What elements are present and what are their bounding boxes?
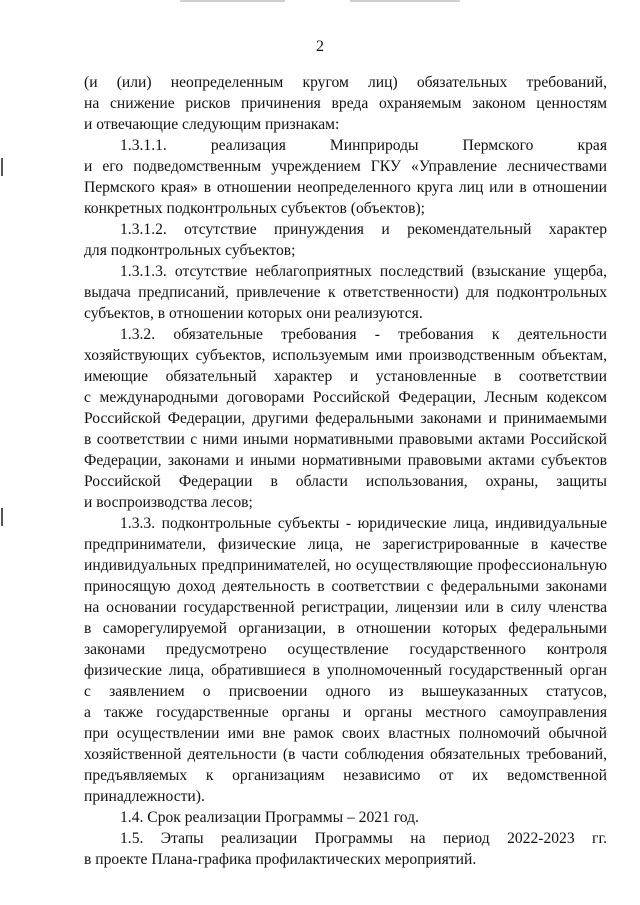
text-line: законами предусмотрено осуществление государственного контроля [84, 641, 607, 658]
text-line: 1.3.1.2. отсутствие принуждения и рекомендательный характер [120, 221, 607, 238]
text-line: для подконтрольных субъектов; [84, 242, 296, 259]
text-line: и воспроизводства лесов; [84, 494, 253, 511]
text-line: Федерации, законами и иными нормативными правовыми актами субъектов [84, 452, 607, 469]
text-line: предъявляемых к организациям независимо от их ведомственной [84, 767, 607, 784]
text-line: Пермского края» в отношении неопределенного круга лиц или в отношении [84, 179, 607, 196]
text-line: 1.3.2. обязательные требования - требования к деятельности [120, 326, 607, 343]
text-line: предприниматели, физические лица, не зарегистрированные в качестве [84, 536, 607, 553]
text-line: имеющие обязательный характер и установленные в соответствии [84, 368, 607, 385]
text-line: а также государственные органы и органы местного самоуправления [84, 704, 607, 721]
scan-top-rule [350, 0, 460, 2]
text-line: приносящую доход деятельность в соответствии с федеральными законами [84, 578, 607, 595]
text-line: физические лица, обратившиеся в уполномоченный государственный орган [84, 662, 607, 679]
text-line: Российской Федерации, другими федеральными законами и принимаемыми [84, 410, 607, 427]
text-line: при осуществлении ими вне рамок своих властных полномочий обычной [84, 725, 607, 742]
text-line: принадлежности). [84, 788, 205, 805]
text-line: с заявлением о присвоении одного из вышеуказанных статусов, [84, 683, 607, 700]
scan-edge-mark [1, 158, 3, 176]
page-number: 2 [316, 38, 324, 55]
text-line: выдача предписаний, привлечение к ответственности) для подконтрольных [84, 284, 607, 301]
text-line: (и (или) неопределенным кругом лиц) обязательных требований, [84, 74, 607, 91]
text-line: 1.3.3. подконтрольные субъекты - юридические лица, индивидуальные [120, 515, 607, 532]
text-line: 1.4. Срок реализации Программы – 2021 год. [120, 809, 419, 826]
text-line: с международными договорами Российской Федерации, Лесным кодексом [84, 389, 607, 406]
text-line: 1.3.1.3. отсутствие неблагоприятных последствий (взыскание ущерба, [120, 263, 607, 280]
text-line: в саморегулируемой организации, в отношении которых федеральными [84, 620, 607, 637]
text-line: индивидуальных предпринимателей, но осуществляющие профессиональную [84, 557, 607, 574]
scan-edge-mark [1, 508, 3, 526]
text-line: 1.3.1.1. реализация Минприроды Пермского края [120, 137, 607, 154]
text-line: и его подведомственным учреждением ГКУ «Управление лесничествами [84, 158, 607, 175]
text-line: хозяйствующих субъектов, используемым ими производственным объектам, [84, 347, 607, 364]
text-line: на снижение рисков причинения вреда охраняемым законом ценностям [84, 95, 607, 112]
text-line: Российской Федерации в области использования, охраны, защиты [84, 473, 607, 490]
text-line: конкретных подконтрольных субъектов (объектов); [84, 200, 425, 217]
text-line: в проекте Плана-графика профилактических мероприятий. [84, 851, 477, 868]
text-line: 1.5. Этапы реализации Программы на период 2022-2023 гг. [120, 830, 607, 847]
text-line: субъектов, в отношении которых они реализуются. [84, 305, 423, 322]
scan-top-rule [180, 0, 285, 2]
text-line: в соответствии с ними иными нормативными правовыми актами Российской [84, 431, 607, 448]
text-line: хозяйственной деятельности (в части соблюдения обязательных требований, [84, 746, 607, 763]
text-line: на основании государственной регистрации, лицензии или в силу членства [84, 599, 607, 616]
document-body [84, 72, 607, 870]
text-line: и отвечающие следующим признакам: [84, 116, 340, 133]
